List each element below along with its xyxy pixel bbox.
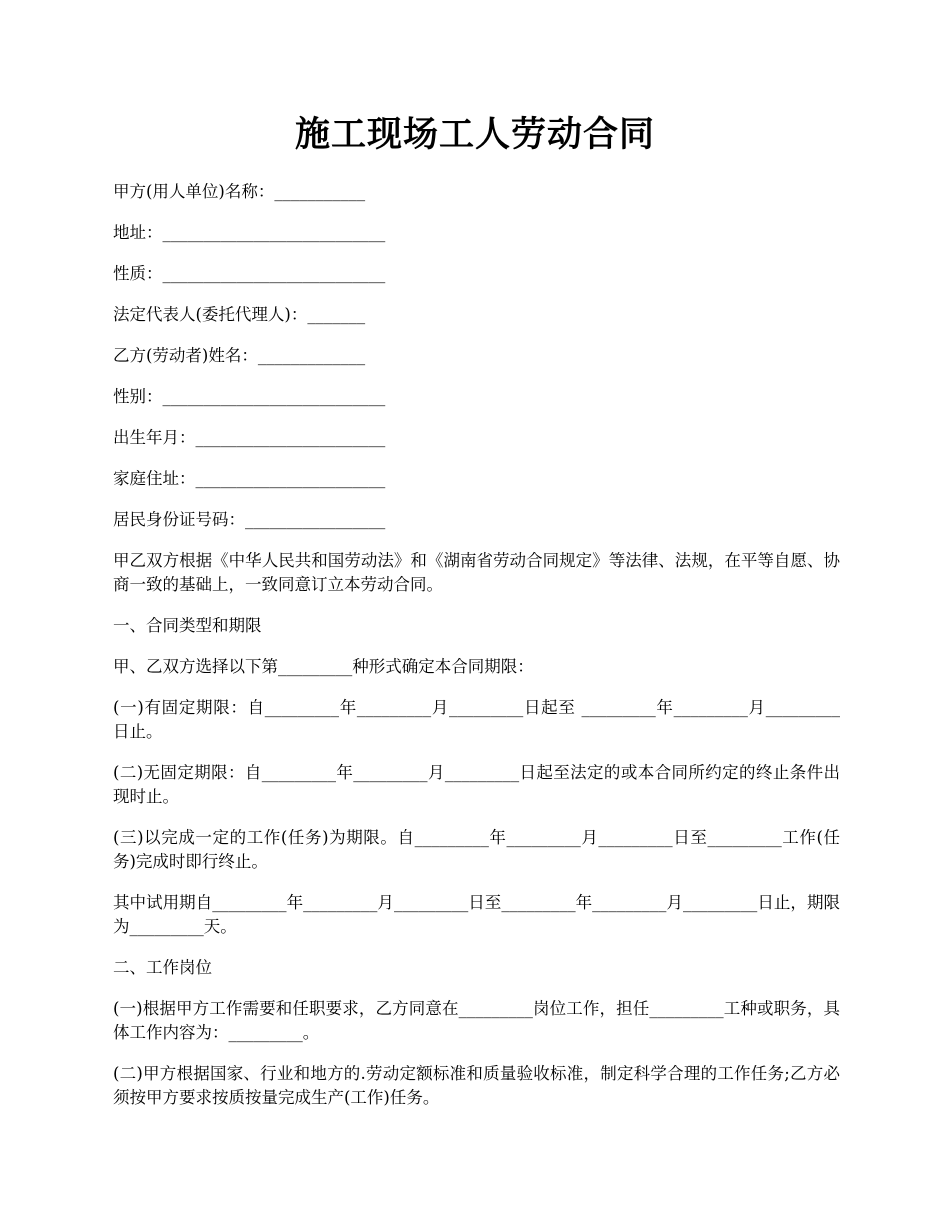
legal-representative-field: 法定代表人(委托代理人)：_______ — [113, 305, 366, 324]
task-term-paragraph: (三)以完成一定的工作(任务)为期限。自_________年_________月_________日至_________工作(任务)完成时即行终止。 — [113, 828, 840, 871]
employee-name-field: 乙方(劳动者)姓名：_____________ — [113, 346, 366, 365]
document-title: 施工现场工人劳动合同 — [294, 114, 655, 155]
employer-name-field: 甲方(用人单位)名称：___________ — [113, 182, 366, 201]
work-standard-paragraph: (二)甲方根据国家、行业和地方的.劳动定额标准和质量验收标准，制定科学合理的工作任务;乙方必须按甲方要求按质按量完成生产(工作)任务。 — [113, 1064, 840, 1107]
gender-field: 性别：___________________________ — [113, 387, 386, 406]
contract-term-choice-paragraph: 甲、乙双方选择以下第_________种形式确定本合同期限： — [113, 657, 534, 676]
section-heading-contract-type: 一、合同类型和期限 — [113, 616, 262, 635]
birth-date-field: 出生年月：_______________________ — [113, 428, 386, 447]
nature-field: 性质：___________________________ — [113, 264, 386, 283]
section-heading-job-position: 二、工作岗位 — [113, 958, 212, 977]
open-term-paragraph: (二)无固定期限：自_________年_________月_________日起至法定的或本合同所约定的终止条件出现时止。 — [113, 763, 840, 806]
document-body — [113, 180, 840, 1127]
preamble-paragraph: 甲乙双方根据《中华人民共和国劳动法》和《湖南省劳动合同规定》等法律、法规，在平等自愿、协商一致的基础上，一致同意订立本劳动合同。 — [113, 551, 840, 594]
home-address-field: 家庭住址：_______________________ — [113, 469, 386, 488]
job-position-paragraph: (一)根据甲方工作需要和任职要求，乙方同意在_________岗位工作，担任_________工种或职务，具体工作内容为：_________。 — [113, 999, 840, 1042]
id-number-field: 居民身份证号码：_________________ — [113, 510, 386, 529]
fixed-term-paragraph: (一)有固定期限：自_________年_________月_________日起至 _________年_________月_________日止。 — [113, 698, 840, 741]
address-field: 地址：___________________________ — [113, 223, 386, 242]
probation-paragraph: 其中试用期自_________年_________月_________日至_________年_________月_________日止，期限为_________天。 — [113, 893, 840, 936]
